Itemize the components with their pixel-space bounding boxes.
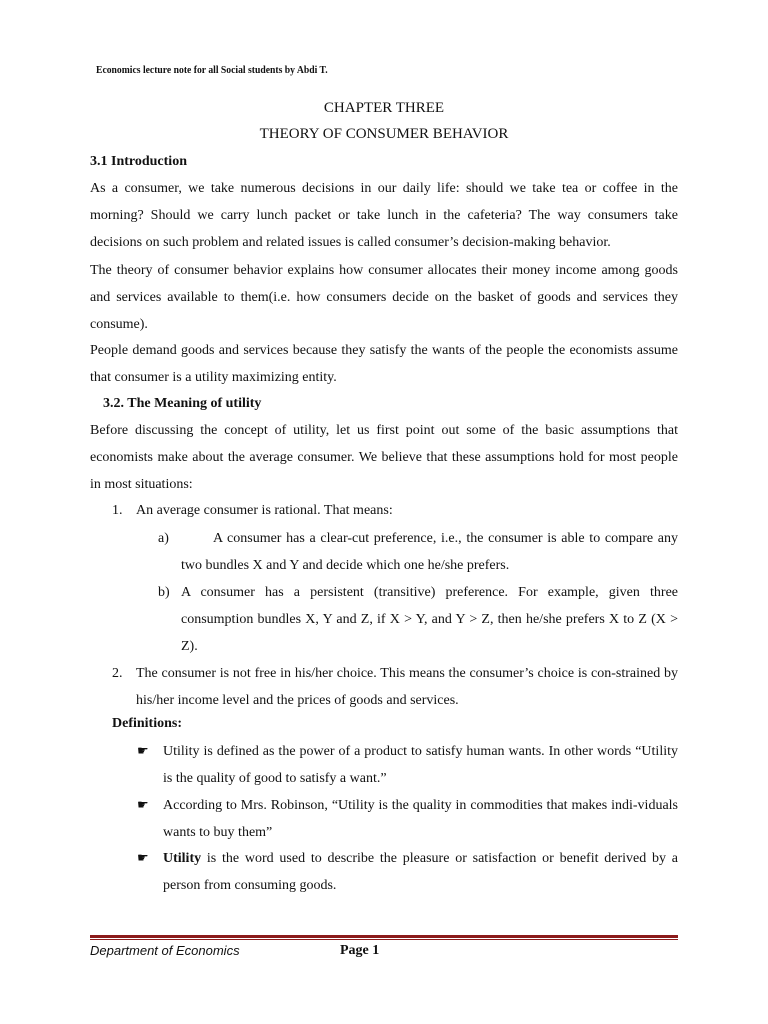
sub-item-b-label: b) <box>158 585 170 600</box>
hand-pointer-icon: ☛ <box>137 744 149 759</box>
definitions-heading: Definitions: <box>112 716 182 731</box>
footer-department: Department of Economics <box>90 943 240 958</box>
sub-item-a-label: a) <box>158 531 169 546</box>
sub-item-a-text: A consumer has a clear-cut preference, i.e., the consumer is able to compare any two bundles X and Y and decide which one he/she prefers. <box>181 531 678 573</box>
footer-rule-thin <box>90 939 678 940</box>
definition-3-bold-term: Utility <box>163 851 202 866</box>
footer-page-number: Page 1 <box>340 943 380 958</box>
definition-2-text: According to Mrs. Robinson, “Utility is the quality in commodities that makes indi-viduals wants to buy them” <box>163 798 678 840</box>
chapter-number: CHAPTER THREE <box>323 100 445 116</box>
definition-3-text <box>163 845 678 899</box>
header-note: Economics lecture note for all Social students by Abdi T. <box>96 65 328 76</box>
hand-pointer-icon: ☛ <box>137 798 149 813</box>
footer-rule <box>90 935 678 938</box>
utility-paragraph: Before discussing the concept of utility, let us first point out some of the basic assumptions that economists make about the average consumer. We believe that these assumptions hold for most people in most situations: <box>90 423 678 492</box>
section-heading-meaning-of-utility: 3.2. The Meaning of utility <box>103 396 262 411</box>
sub-item-b-text: A consumer has a persistent (transitive) preference. For example, given three consumption bundles X, Y and Z, if X > Y, and Y > Z, then he/she prefers X to Z (X > Z). <box>181 585 678 654</box>
assumption-2-text: The consumer is not free in his/her choice. This means the consumer’s choice is con-strained by his/her income level and the prices of goods and services. <box>136 666 678 708</box>
assumption-2-number: 2. <box>112 666 123 681</box>
assumption-1-number: 1. <box>112 503 123 518</box>
chapter-title: THEORY OF CONSUMER BEHAVIOR <box>259 126 509 142</box>
hand-pointer-icon: ☛ <box>137 851 149 866</box>
assumption-1-text: An average consumer is rational. That means: <box>136 503 393 518</box>
intro-paragraph-3: People demand goods and services because they satisfy the wants of the people the economists assume that consumer is a utility maximizing entity. <box>90 343 678 385</box>
section-heading-introduction: 3.1 Introduction <box>90 154 187 169</box>
definition-1-text: Utility is defined as the power of a product to satisfy human wants. In other words “Utility is the quality of good to satisfy a want.” <box>163 744 678 786</box>
intro-paragraph-1: As a consumer, we take numerous decisions in our daily life: should we take tea or coffee in the morning? Should we carry lunch packet or take lunch in the cafeteria? The way consumers take decisions on such problem and related issues is called consumer’s decision-making behavior. <box>90 181 678 250</box>
intro-paragraph-2: The theory of consumer behavior explains how consumer allocates their money income among goods and services available to them(i.e. how consumers decide on the basket of goods and services they consume). <box>90 263 678 332</box>
definition-3-rest: is the word used to describe the pleasure or satisfaction or benefit derived by a person from consuming goods. <box>163 851 678 893</box>
